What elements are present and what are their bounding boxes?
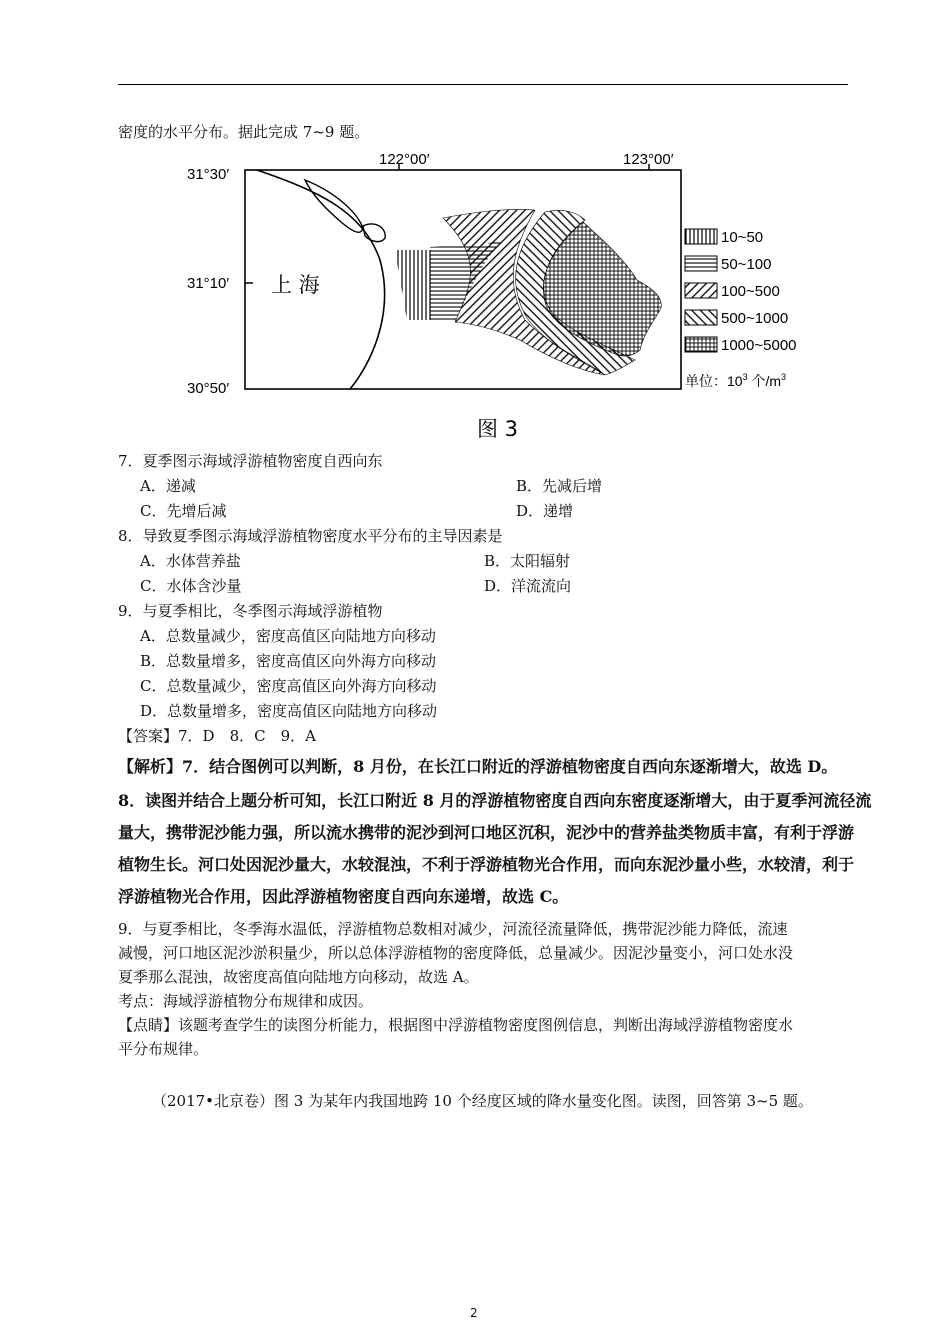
page-number: 2 <box>470 1306 478 1320</box>
kaodian-line: 考点：海域浮游植物分布规律和成因。 <box>118 992 374 1010</box>
unit-label: 单位：$10^3$ 个$/m^3$ <box>685 372 787 389</box>
question-9-stem: 9．与夏季相比，冬季图示海域浮游植物 <box>118 602 383 620</box>
dianjing-line: 【点睛】该题考查学生的读图分析能力，根据图中浮游植物密度图例信息，判断出海域浮游植物密度水 <box>118 1016 794 1034</box>
island <box>305 180 363 232</box>
plankton-density-map <box>185 150 825 450</box>
analysis-8-line: 量大，携带泥沙能力强，所以流水携带的泥沙到河口地区沉积，泥沙中的营养盐类物质丰富，有利于浮游 <box>118 823 855 842</box>
legend-label: 500~1000 <box>721 310 789 327</box>
legend-label: 50~100 <box>721 256 772 273</box>
figure-caption: 图 3 <box>477 417 519 441</box>
question-9-option-c: C．总数量减少，密度高值区向外海方向移动 <box>140 677 437 695</box>
analysis-7: 【解析】7．结合图例可以判断，8 月份，在长江口附近的浮游植物密度自西向东逐渐增大，故选 D。 <box>118 757 838 776</box>
legend <box>685 229 797 389</box>
question-8-option-a: A．水体营养盐 <box>140 552 241 570</box>
lon-right-label: 123°00′ <box>623 151 674 168</box>
question-7-stem: 7．夏季图示海域浮游植物密度自西向东 <box>118 452 383 470</box>
lon-left-label: 122°00′ <box>379 151 430 168</box>
analysis-8-line: 植物生长。河口处因泥沙量大，水较混浊，不利于浮游植物光合作用，而向东泥沙量小些，水较清，利于 <box>118 855 855 874</box>
question-7-option-a: A．递减 <box>140 477 196 495</box>
next-question-intro: （2017•北京卷）图 3 为某年内我国地跨 10 个经度区域的降水量变化图。读图，回答第 3~5 题。 <box>152 1092 813 1110</box>
lat-top-label: 31°30′ <box>187 166 230 183</box>
zone-10-50 <box>395 250 433 320</box>
intro-text: 密度的水平分布。据此完成 7~9 题。 <box>118 123 370 141</box>
question-9-option-d: D．总数量增多，密度高值区向陆地方向移动 <box>140 702 438 720</box>
answer-line: 【答案】7．D 8．C 9．A <box>118 727 316 745</box>
legend-label: 100~500 <box>721 283 780 300</box>
question-8-option-b: B．太阳辐射 <box>484 552 571 570</box>
dianjing-line: 平分布规律。 <box>118 1040 209 1058</box>
question-9-option-b: B．总数量增多，密度高值区向外海方向移动 <box>140 652 437 670</box>
analysis-8-line: 浮游植物光合作用，因此浮游植物密度自西向东递增，故选 C。 <box>118 887 569 906</box>
question-8-option-d: D．洋流流向 <box>484 577 572 595</box>
legend-label: 1000~5000 <box>721 337 797 354</box>
analysis-8-line: 8．读图并结合上题分析可知，长江口附近 8 月的浮游植物密度自西向东密度逐渐增大，由于夏季河流径流 <box>118 791 872 810</box>
question-9-option-a: A．总数量减少，密度高值区向陆地方向移动 <box>140 627 436 645</box>
place-label: 上 海 <box>271 273 320 297</box>
question-7-option-b: B．先减后增 <box>516 477 603 495</box>
question-7-option-d: D．递增 <box>516 502 574 520</box>
lat-mid-label: 31°10′ <box>187 275 230 292</box>
question-8-stem: 8．导致夏季图示海域浮游植物密度水平分布的主导因素是 <box>118 527 503 545</box>
question-8-option-c: C．水体含沙量 <box>140 577 242 595</box>
analysis-9-line: 9．与夏季相比，冬季海水温低，浮游植物总数相对减少，河流径流量降低，携带泥沙能力降低，流速 <box>118 920 788 938</box>
legend-label: 10~50 <box>721 229 764 246</box>
question-7-option-c: C．先增后减 <box>140 502 227 520</box>
header-rule <box>118 84 848 85</box>
lat-bottom-label: 30°50′ <box>187 380 230 397</box>
analysis-9-line: 夏季那么混浊，故密度高值向陆地方向移动，故选 A。 <box>118 968 479 986</box>
analysis-9-line: 减慢，河口地区泥沙淤积量少，所以总体浮游植物的密度降低，总量减少。因泥沙量变小，河口处水没 <box>118 944 794 962</box>
